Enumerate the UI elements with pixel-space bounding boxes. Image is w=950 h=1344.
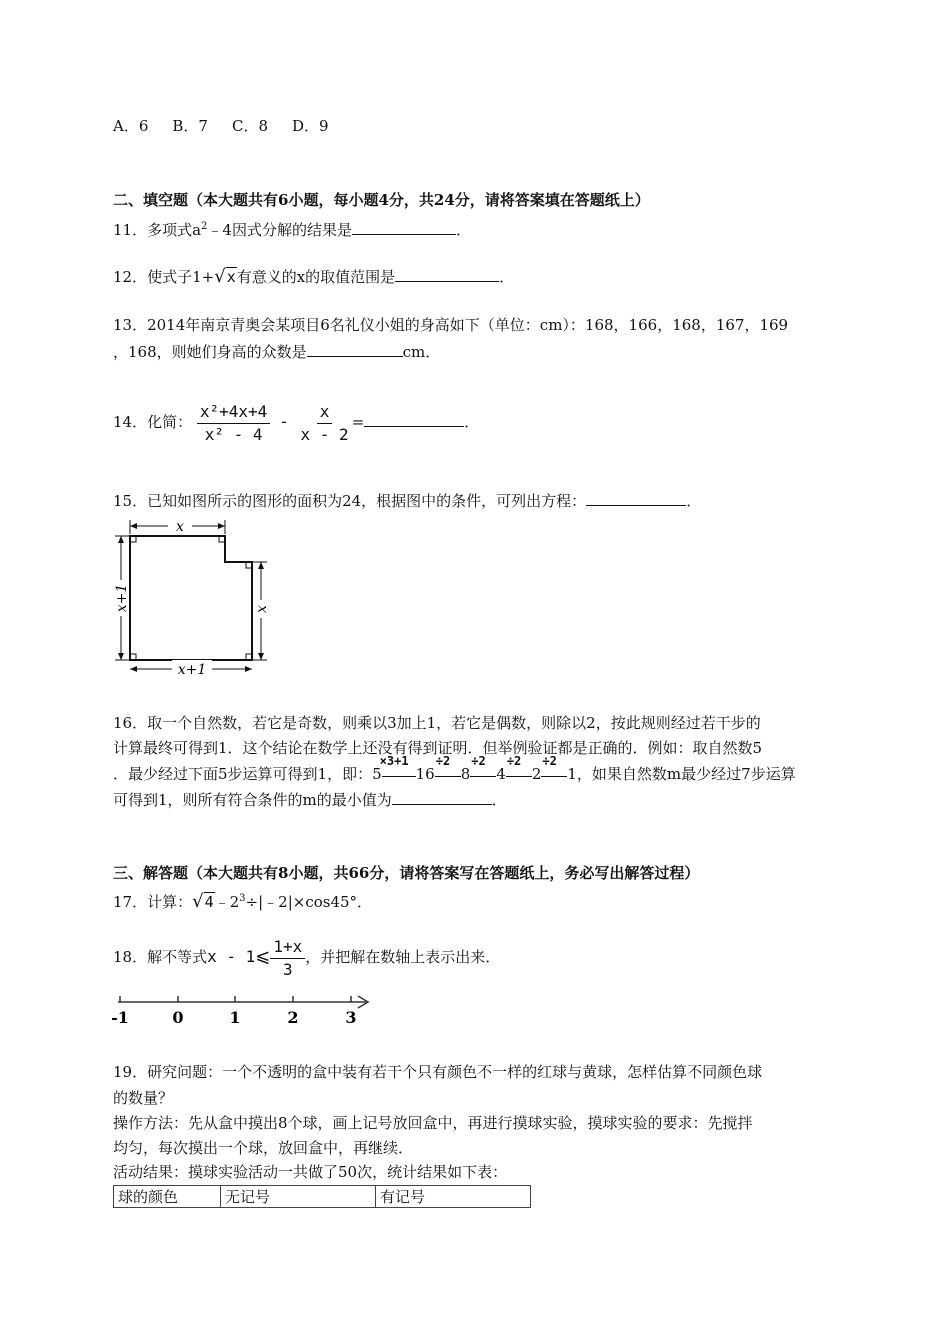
axis-tick-1: 1 <box>229 1008 241 1027</box>
chain-op-1: ×3+1 <box>382 765 416 779</box>
question-16-line2: 计算最终可得到1．这个结论在数学上还没有得到证明．但举例验证都是正确的．例如：取自然数5 <box>113 739 763 757</box>
chain-op-2: ÷2 <box>435 765 461 779</box>
q12-answer-blank <box>395 266 499 282</box>
axis-tick--1: -1 <box>111 1008 129 1027</box>
q12-radicand: x <box>226 268 236 286</box>
sqrt-sign-icon: √ <box>192 891 204 912</box>
question-17 <box>113 889 372 912</box>
question-12 <box>113 266 514 287</box>
fig-right-label: x <box>254 605 270 613</box>
chain-op-5: ÷2 <box>541 765 567 779</box>
axis-tick-3: 3 <box>345 1008 357 1027</box>
q14-f1-denominator: x² - 4 <box>204 424 263 444</box>
table-header-unmarked: 无记号 <box>221 1186 376 1208</box>
chain-num-2: 2 <box>531 765 542 783</box>
q18-post: ，并把解在数轴上表示出来． <box>305 948 501 966</box>
q14-fraction-2 <box>298 402 352 445</box>
option-b: B．7 <box>172 117 208 135</box>
q14-pre: 14．化简： <box>113 413 193 431</box>
chain-num-5: 5 <box>372 765 382 783</box>
q11-answer-blank <box>352 219 456 235</box>
q16-line3-post: ，如果自然数m最少经过7步运算 <box>576 765 796 783</box>
chain-arrow-icon <box>470 776 496 777</box>
question-16-line3 <box>113 754 796 784</box>
q18-leq: ⩽ <box>255 946 271 967</box>
question-19-line1: 19．研究问题：一个不透明的盒中装有若干个只有颜色不一样的红球与黄球，怎样估算不同颜色球 <box>113 1063 763 1081</box>
q17-radicand: 4 <box>204 893 214 911</box>
q15-answer-blank <box>586 490 686 506</box>
fig-bottom-label: x+1 <box>177 662 207 678</box>
q12-post: 有意义的x的取值范围是 <box>236 268 396 286</box>
q11-end: ． <box>455 221 471 239</box>
axis-tick-2: 2 <box>287 1008 299 1027</box>
q18-fraction <box>270 937 305 980</box>
q15-figure <box>112 520 272 680</box>
q16-chain <box>372 754 577 784</box>
q11-post: ﹣4因式分解的结果是 <box>207 221 352 239</box>
fig-left-label: x+1 <box>114 583 130 613</box>
q11-exponent: 2 <box>201 221 208 232</box>
question-11 <box>113 217 471 240</box>
results-table <box>113 1185 531 1208</box>
question-13-line1: 13．2014年南京青奥会某项目6名礼仪小姐的身高如下（单位：cm）：168，166，168，167，169 <box>113 316 789 334</box>
question-15 <box>113 490 701 511</box>
question-19-line2: 的数量？ <box>113 1089 174 1107</box>
chain-num-16: 16 <box>415 765 435 783</box>
chain-num-1: 1 <box>567 765 577 783</box>
q12-end: ． <box>499 268 515 286</box>
q13-answer-blank <box>307 341 403 357</box>
q13-line2-pre: ，168，则她们身高的众数是 <box>113 343 307 361</box>
question-19-line3: 操作方法：先从盒中摸出8个球，画上记号放回盒中，再进行摸球实验，摸球实验的要求：先搅拌 <box>113 1114 753 1132</box>
q14-f2-denominator: x - 2 <box>300 424 349 444</box>
table-header-color: 球的颜色 <box>114 1186 221 1208</box>
option-c: C．8 <box>231 117 268 135</box>
option-a: A．6 <box>113 117 149 135</box>
chain-arrow-icon <box>506 776 532 777</box>
q17-exponent: 3 <box>239 893 246 904</box>
chain-arrow-icon <box>435 776 461 777</box>
chain-num-4: 4 <box>496 765 506 783</box>
question-14 <box>113 398 479 448</box>
q18-pre: 18．解不等式 <box>113 948 208 966</box>
section-2-heading: 二、填空题（本大题共有6小题，每小题4分，共24分，请将答案填在答题纸上） <box>113 191 650 209</box>
q16-line4-end: ． <box>491 791 507 809</box>
chain-arrow-icon <box>382 776 416 777</box>
q15-end: ． <box>686 492 702 510</box>
question-16-line1: 16．取一个自然数，若它是奇数，则乘以3加上1，若它是偶数，则除以2，按此规则经过若干步的 <box>113 714 761 732</box>
q11-pre: 11．多项式a <box>113 221 202 239</box>
q10-options <box>113 116 353 136</box>
q14-f2-numerator: x <box>317 402 333 424</box>
fig-top-label: x <box>176 520 184 535</box>
q18-lhs: x - 1 <box>207 947 256 966</box>
chain-op-4: ÷2 <box>506 765 532 779</box>
table-header-marked: 有记号 <box>376 1186 531 1208</box>
table-row <box>114 1186 531 1208</box>
q12-pre: 12．使式子1+ <box>113 268 215 286</box>
q16-line4-pre: 可得到1，则所有符合条件的m的最小值为 <box>113 791 392 809</box>
q18-denominator: 3 <box>282 959 293 979</box>
chain-op-3: ÷2 <box>470 765 496 779</box>
q14-equals: = <box>351 413 365 431</box>
q17-pre: 17．计算： <box>113 893 193 911</box>
question-19-line5: 活动结果：摸球实验活动一共做了50次，统计结果如下表： <box>113 1163 508 1181</box>
q16-line3-pre: ．最少经过下面5步运算可得到1，即： <box>113 765 373 783</box>
q14-end: ． <box>464 413 480 431</box>
q17-mid: ﹣2 <box>214 893 240 911</box>
q15-text: 15．已知如图所示的图形的面积为24，根据图中的条件，可列出方程： <box>113 492 587 510</box>
axis-tick-0: 0 <box>172 1008 184 1027</box>
question-16-line4 <box>113 789 507 810</box>
option-d: D．9 <box>292 117 329 135</box>
q16-answer-blank <box>392 789 492 805</box>
q18-numerator: 1+x <box>270 937 305 959</box>
chain-arrow-icon <box>541 776 567 777</box>
q14-minus: - <box>279 412 289 431</box>
section-3-heading: 三、解答题（本大题共有8小题，共66分，请将答案写在答题纸上，务必写出解答过程） <box>113 864 700 882</box>
question-13-line2 <box>113 341 440 362</box>
question-19-line4: 均匀，每次摸出一个球，放回盒中，再继续． <box>113 1139 414 1157</box>
chain-num-8: 8 <box>460 765 471 783</box>
number-line <box>108 992 378 1032</box>
q14-f1-numerator: x²+4x+4 <box>197 402 270 424</box>
sqrt-sign-icon: √ <box>214 266 226 287</box>
q14-answer-blank <box>364 411 464 427</box>
q14-fraction-1 <box>197 402 270 445</box>
q13-line2-post: cm． <box>402 343 441 361</box>
q17-post: ÷|﹣2|×cos45°． <box>245 893 373 911</box>
question-18 <box>113 935 500 981</box>
